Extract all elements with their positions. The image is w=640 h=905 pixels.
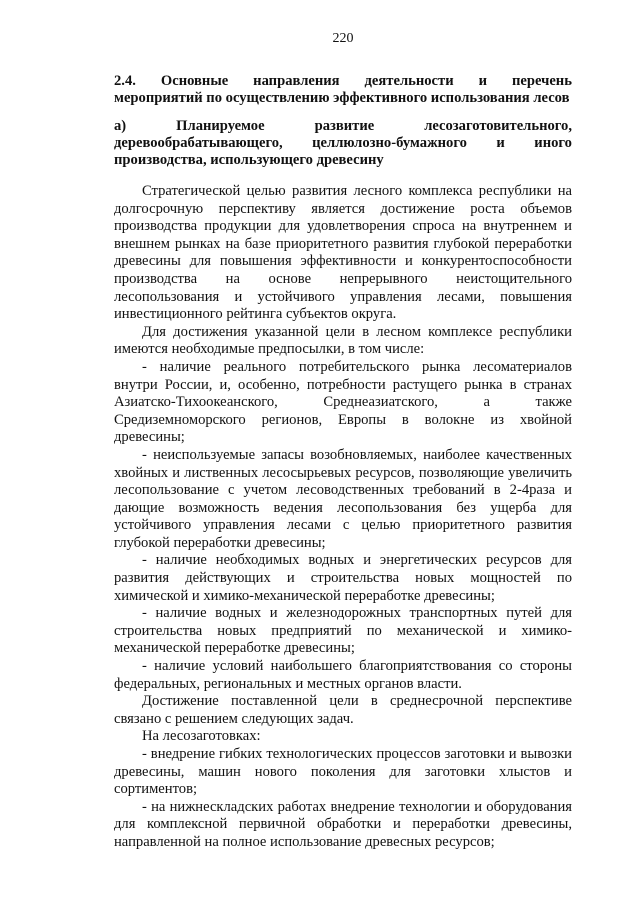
list-item-consumer-market: - наличие реального потребительского рынка лесоматериалов внутри России, и, особенно, потребности растущего рынка в странах Азиатско-Тихоокеанского, Среднеазиатского, а также Средиземноморского регионов, Европы в волокне из хвойной древесины;: [114, 358, 572, 446]
paragraph-tasks-intro: Достижение поставленной цели в среднесрочной перспективе связано с решением следующих задач.: [114, 693, 572, 727]
heading-word: развитие: [314, 118, 375, 134]
section-heading-2-4: [114, 73, 572, 107]
heading-word: и: [496, 135, 505, 151]
heading-word: лесозаготовительного,: [424, 118, 572, 134]
heading-word: Планируемое: [176, 118, 265, 134]
heading-line: [114, 73, 572, 90]
heading-line: [114, 118, 572, 135]
heading-word: а): [114, 118, 127, 134]
paragraph-prerequisites-intro: Для достижения указанной цели в лесном комплексе республики имеются необходимые предпосылки, в том числе:: [114, 323, 572, 358]
paragraph-logging-heading: На лесозаготовках:: [142, 728, 261, 745]
heading-line: мероприятий по осуществлению эффективного использования лесов: [114, 90, 570, 106]
heading-word: Основные: [160, 73, 229, 89]
heading-line: [114, 135, 572, 152]
page-number: 220: [332, 31, 354, 46]
paragraph-strategic-goal: Стратегической целью развития лесного комплекса республики на долгосрочную перспективу является достижение роста объемов производства продукции для удовлетворения спроса на внутреннем и внешнем рынках на базе приоритетного развития глубокой переработки древесины для повышения эффективности и конкурентоспособности производства на основе непрерывного неистощительного лесопользования и устойчивого управления лесами, повышения инвестиционного рейтинга субъектов округа.: [114, 183, 572, 323]
list-item-lower-warehouse: - на нижнескладских работах внедрение технологии и оборудования для комплексной первичной обработки и переработки древесины, направленной на полное использование древесных ресурсов;: [114, 798, 572, 850]
heading-word: деревообрабатывающего,: [114, 135, 283, 151]
body-text: [114, 183, 572, 852]
subsection-heading-a: [114, 118, 572, 169]
list-item-unused-resources: - неиспользуемые запасы возобновляемых, наиболее качественных хвойных и лиственных лесосырьевых ресурсов, позволяющие увеличить лесопользование с учетом лесоводственных требований в 2-4раза и дающие возможность ведения лесопользования без ущерба для устойчивого управления лесами с целью приоритетного развития глубокой переработки древесины;: [114, 446, 572, 551]
heading-word: направления: [253, 73, 340, 89]
heading-word: и: [478, 73, 488, 89]
heading-word: перечень: [511, 73, 572, 89]
list-item-favorable-conditions: - наличие условий наибольшего благоприятствования со стороны федеральных, региональных и местных органов власти.: [114, 658, 572, 692]
heading-word: деятельности: [364, 73, 454, 89]
heading-word: целлюлозно-бумажного: [312, 135, 467, 151]
list-item-flexible-processes: - внедрение гибких технологических процессов заготовки и вывозки древесины, машин нового поколения для заготовки хлыстов и сортиментов;: [114, 746, 572, 798]
heading-word: иного: [534, 135, 572, 151]
list-item-transport-routes: - наличие водных и железнодорожных транспортных путей для строительства новых предприятий по механической и химико-механической переработке древесины;: [114, 605, 572, 657]
list-item-water-energy: - наличие необходимых водных и энергетических ресурсов для развития действующих и строительства новых мощностей по химической и химико-механической переработке древесины;: [114, 552, 572, 604]
heading-word: 2.4.: [114, 73, 136, 89]
heading-line: производства, использующего древесину: [114, 152, 384, 168]
